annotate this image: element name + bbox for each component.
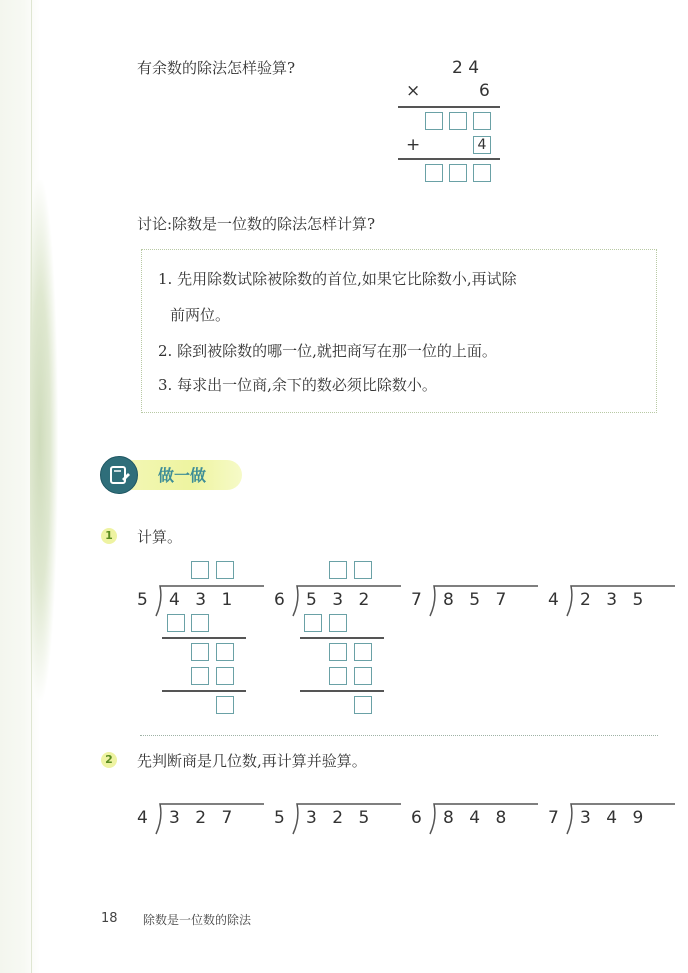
divisor: 6 [274,590,285,610]
dividend: 3 4 9 [580,808,649,828]
divisor: 4 [548,590,559,610]
answer-box[interactable] [449,164,467,182]
answer-box[interactable] [216,643,234,661]
question-2-label: 先判断商是几位数,再计算并验算。 [137,752,367,770]
dividend: 4 3 1 [169,590,238,610]
division-problem [548,800,683,840]
pencil-note-icon [101,457,137,493]
plus-sign: + [406,135,421,155]
dividend: 3 2 5 [306,808,375,828]
dividend: 8 4 8 [443,808,512,828]
answer-box[interactable] [167,614,185,632]
division-problem [411,582,546,622]
sum-line [398,158,500,160]
answer-box[interactable] [329,614,347,632]
dividend: 2 3 5 [580,590,649,610]
answer-box[interactable] [191,614,209,632]
quotient-box[interactable] [191,561,209,579]
subtraction-line [162,637,246,639]
product-line [398,106,500,108]
answer-box[interactable] [449,112,467,130]
discussion-question: 讨论:除数是一位数的除法怎样计算? [137,215,376,233]
remainder-box[interactable] [216,696,234,714]
multiplier: 6 [479,81,490,101]
quotient-box[interactable] [216,561,234,579]
divisor: 7 [548,808,559,828]
rule-1-continued: 前两位。 [170,306,231,324]
practice-badge [100,456,242,494]
answer-box[interactable] [473,112,491,130]
division-problem [274,800,409,840]
answer-box[interactable] [191,667,209,685]
rules-box [141,249,657,413]
answer-box[interactable] [191,643,209,661]
answer-box[interactable] [354,667,372,685]
question-number-badge: 2 [101,752,117,768]
answer-box[interactable] [425,164,443,182]
section-divider [140,735,658,736]
badge-circle [100,456,138,494]
answer-box[interactable] [473,164,491,182]
verification-question: 有余数的除法怎样验算? [137,59,296,77]
quotient-box[interactable] [354,561,372,579]
remainder-box: 4 [473,136,491,154]
rule-1: 1. 先用除数试除被除数的首位,如果它比除数小,再试除 [158,270,517,288]
division-problem [548,582,683,622]
page-stain [30,180,58,700]
subtraction-line [300,690,384,692]
answer-box[interactable] [329,667,347,685]
subtraction-line [162,690,246,692]
question-number-badge: 1 [101,528,117,544]
answer-box[interactable] [304,614,322,632]
times-sign: × [406,81,421,101]
dividend: 3 2 7 [169,808,238,828]
answer-box[interactable] [354,643,372,661]
practice-title: 做一做 [158,466,207,485]
answer-box[interactable] [216,667,234,685]
divisor: 5 [137,590,148,610]
rule-2: 2. 除到被除数的哪一位,就把商写在那一位的上面。 [158,342,497,360]
remainder-box[interactable] [354,696,372,714]
divisor: 7 [411,590,422,610]
verification-vertical-calc [398,54,500,190]
question-1-label: 计算。 [137,528,183,546]
rule-3: 3. 每求出一位商,余下的数必须比除数小。 [158,376,437,394]
division-problem [137,800,272,840]
divisor: 6 [411,808,422,828]
quotient-box[interactable] [329,561,347,579]
dividend: 8 5 7 [443,590,512,610]
chapter-title: 除数是一位数的除法 [143,913,252,927]
answer-box[interactable] [329,643,347,661]
multiplicand: 2 4 [452,58,480,78]
dividend: 5 3 2 [306,590,375,610]
division-problem [411,800,546,840]
subtraction-line [300,637,384,639]
page-number: 18 [101,911,118,926]
answer-box[interactable] [425,112,443,130]
divisor: 5 [274,808,285,828]
divisor: 4 [137,808,148,828]
